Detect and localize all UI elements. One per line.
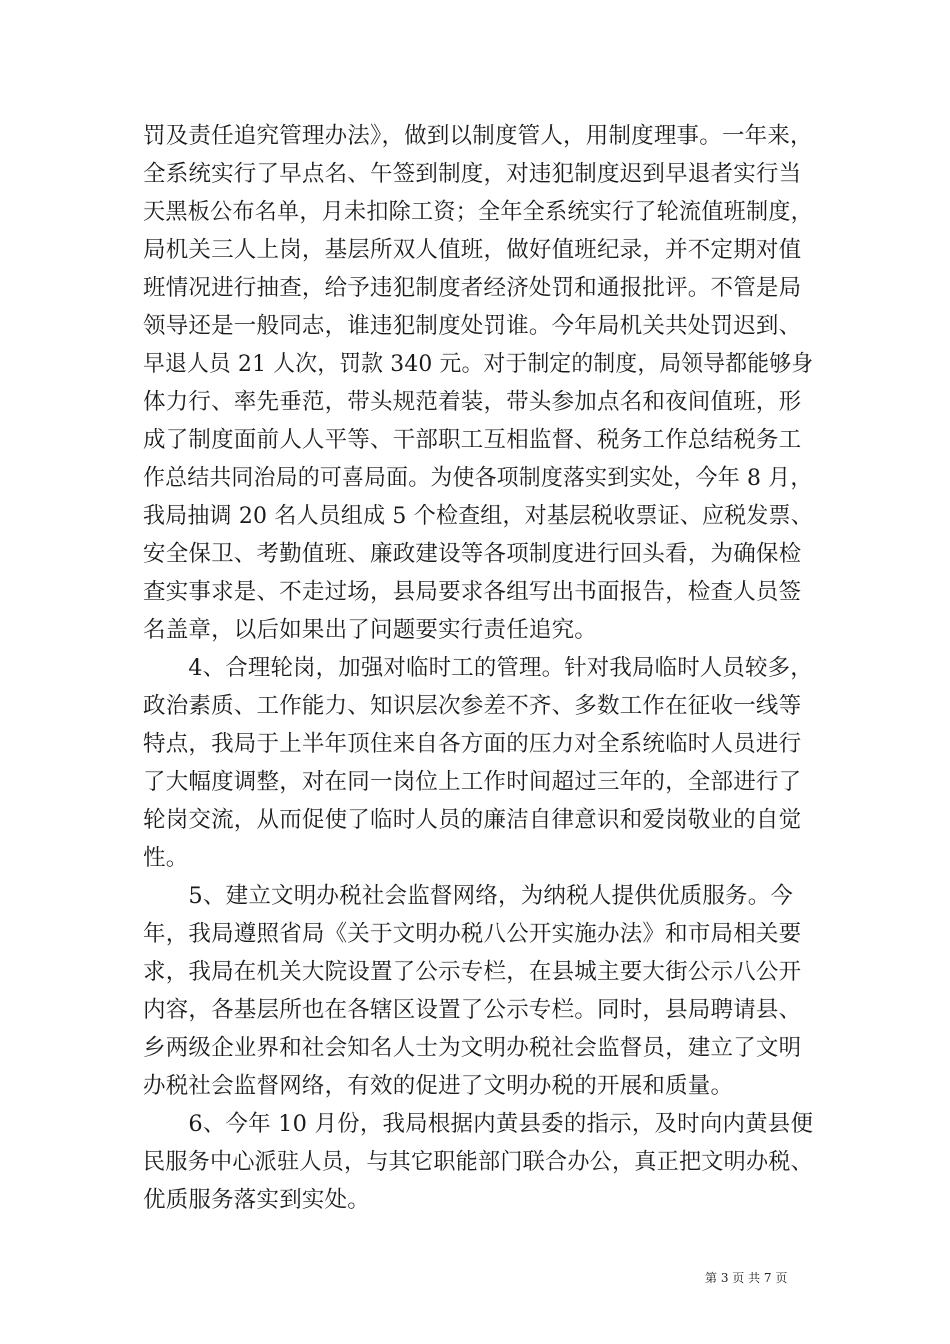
body-text-line: 安全保卫、考勤值班、廉政建设等各项制度进行回头看，为确保检: [143, 541, 802, 567]
body-text-line: 了大幅度调整，对在同一岗位上工作时间超过三年的，全部进行了: [143, 769, 802, 795]
body-text-line: 性。: [143, 845, 189, 871]
body-text-line: 名盖章，以后如果出了问题要实行责任追究。: [143, 617, 598, 643]
body-text-line: 乡两级企业界和社会知名人士为文明办税社会监督员，建立了文明: [143, 1035, 802, 1061]
body-text-line: 作总结共同治局的可喜局面。为使各项制度落实到实处，今年 8 月，: [143, 465, 813, 491]
paragraph-start-line: 5、建立文明办税社会监督网络，为纳税人提供优质服务。今: [143, 883, 794, 909]
body-text-line: 班情况进行抽查，给予违犯制度者经济处罚和通报批评。不管是局: [143, 275, 802, 301]
body-text-line: 求，我局在机关大院设置了公示专栏，在县城主要大街公示八公开: [143, 959, 802, 985]
body-text-line: 优质服务落实到实处。: [143, 1187, 371, 1213]
body-text-line: 政治素质、工作能力、知识层次参差不齐、多数工作在征收一线等: [143, 693, 802, 719]
body-text-line: 成了制度面前人人平等、干部职工互相监督、税务工作总结税务工: [143, 427, 802, 453]
body-text-line: 内容，各基层所也在各辖区设置了公示专栏。同时，县局聘请县、: [143, 997, 802, 1023]
body-text-line: 领导还是一般同志，谁违犯制度处罚谁。今年局机关共处罚迟到、: [143, 313, 802, 339]
body-text-line: 罚及责任追究管理办法》，做到以制度管人，用制度理事。一年来，: [143, 123, 813, 149]
body-text-line: 特点，我局于上半年顶住来自各方面的压力对全系统临时人员进行: [143, 731, 802, 757]
body-text-line: 全系统实行了早点名、午签到制度，对违犯制度迟到早退者实行当: [143, 161, 802, 187]
paragraph-start-line: 6、今年 10 月份，我局根据内黄县委的指示，及时向内黄县便: [143, 1111, 814, 1137]
body-text-line: 体力行、率先垂范，带头规范着装，带头参加点名和夜间值班，形: [143, 389, 802, 415]
body-text-line: 民服务中心派驻人员，与其它职能部门联合办公，真正把文明办税、: [143, 1149, 813, 1175]
body-text-line: 轮岗交流，从而促使了临时人员的廉洁自律意识和爱岗敬业的自觉: [143, 807, 802, 833]
body-text-line: 我局抽调 20 名人员组成 5 个检查组，对基层税收票证、应税发票、: [143, 503, 813, 529]
paragraph-start-line: 4、合理轮岗，加强对临时工的管理。针对我局临时人员较多，: [143, 655, 813, 681]
body-text-line: 年，我局遵照省局《关于文明办税八公开实施办法》和市局相关要: [143, 921, 802, 947]
body-text-line: 天黑板公布名单，月未扣除工资；全年全系统实行了轮流值班制度，: [143, 199, 813, 225]
page-number-footer: 第 3 页 共 7 页: [705, 1271, 788, 1285]
body-text-line: 局机关三人上岗，基层所双人值班，做好值班纪录，并不定期对值: [143, 237, 802, 263]
body-text-line: 查实事求是、不走过场，县局要求各组写出书面报告，检查人员签: [143, 579, 802, 605]
body-text-line: 早退人员 21 人次，罚款 340 元。对于制定的制度，局领导都能够身: [143, 351, 814, 377]
body-text-line: 办税社会监督网络，有效的促进了文明办税的开展和质量。: [143, 1073, 734, 1099]
